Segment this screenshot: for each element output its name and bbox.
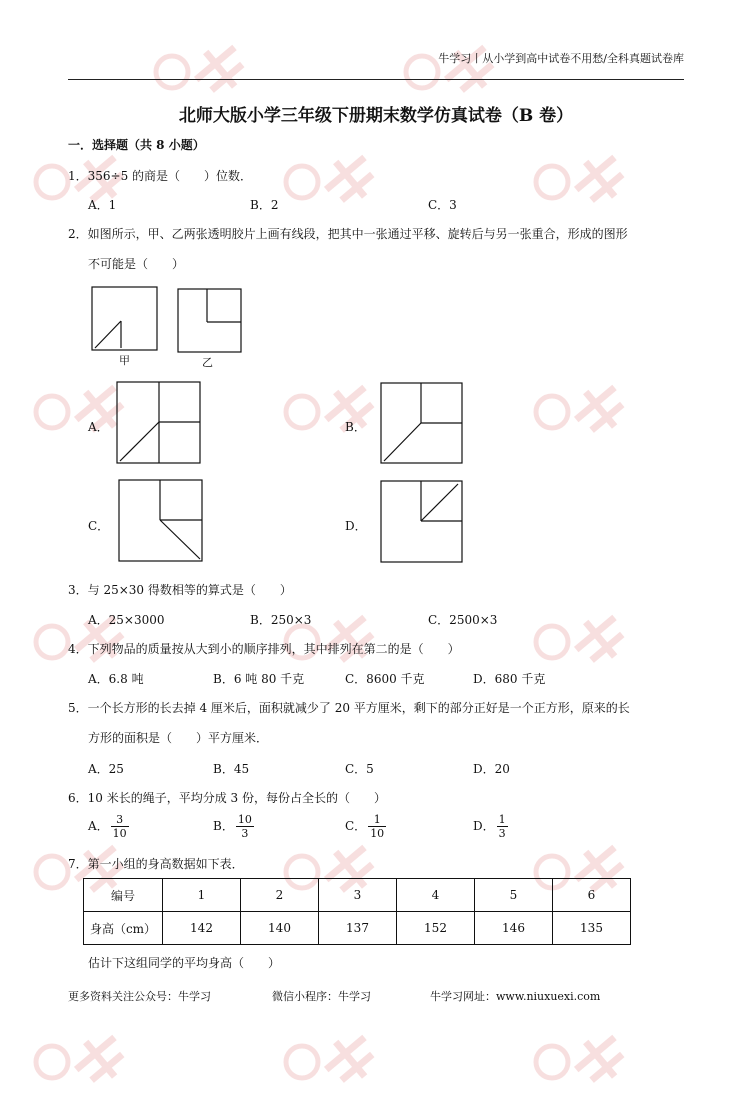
q3-option-b: B．250×3 <box>250 613 312 627</box>
q5-option-b: B．45 <box>213 762 250 776</box>
q6-option-b <box>213 813 254 840</box>
section-heading: 一．选择题（共 8 小题） <box>68 138 205 152</box>
q2-figure-a <box>116 381 202 465</box>
q6-option-b-label: B． <box>213 819 234 833</box>
q4-option-a: A．6.8 吨 <box>88 672 144 686</box>
q5-text-line1: 5．一个长方形的长去掉 4 厘米后，面积就减少了 20 平方厘米，剩下的部分正好是一个正方形，原来的长 <box>68 701 630 715</box>
q6-option-d-num: 1 <box>498 813 506 826</box>
label-jia: 甲 <box>119 354 130 367</box>
q6-option-a-den: 10 <box>112 827 127 840</box>
table-cell: 6 <box>553 879 631 912</box>
table-cell: 2 <box>241 879 319 912</box>
q6-option-c-label: C． <box>345 819 367 833</box>
figure-yi <box>177 288 243 354</box>
watermark-logo-icon <box>30 1010 160 1120</box>
q2-option-b: B． <box>345 420 366 434</box>
figure-jia <box>91 286 159 352</box>
q2-text-line2: 不可能是（ ） <box>88 257 185 271</box>
q1-text: 1．356÷5 的商是（ ）位数． <box>68 169 253 183</box>
table-row <box>84 879 631 912</box>
watermark-logo-icon <box>530 130 660 240</box>
table-head-id: 编号 <box>84 879 163 912</box>
table-cell: 135 <box>553 912 631 945</box>
q6-option-a <box>88 813 129 840</box>
watermark-logo-icon <box>280 130 410 240</box>
q4-option-c: C．8600 千克 <box>345 672 425 686</box>
q2-option-d: D． <box>345 519 367 533</box>
q6-option-c <box>345 813 386 840</box>
q1-option-c: C．3 <box>428 198 457 212</box>
q2-option-a: A． <box>88 420 109 434</box>
watermark-logo-icon <box>530 1010 660 1120</box>
footer-middle: 微信小程序：牛学习 <box>272 990 371 1003</box>
table-row <box>84 912 631 945</box>
q6-option-c-den: 10 <box>370 827 385 840</box>
table-cell: 5 <box>475 879 553 912</box>
table-cell: 146 <box>475 912 553 945</box>
table-cell: 152 <box>397 912 475 945</box>
q5-option-a: A．25 <box>88 762 124 776</box>
q1-option-b: B．2 <box>250 198 279 212</box>
q1-option-a: A．1 <box>88 198 117 212</box>
q2-option-c: C． <box>88 519 110 533</box>
q5-option-d: D．20 <box>473 762 510 776</box>
q7-question: 估计下这组同学的平均身高（ ） <box>88 956 281 970</box>
footer-right: 牛学习网址：www.niuxuexi.com <box>430 990 601 1003</box>
q6-option-c-num: 1 <box>368 813 386 827</box>
q6-option-b-num: 10 <box>237 813 252 826</box>
footer-left: 更多资料关注公众号：牛学习 <box>68 990 211 1003</box>
q2-text-line1: 2．如图所示，甲、乙两张透明胶片上画有线段，把其中一张通过平移、旋转后与另一张重合，形成的图形 <box>68 227 628 241</box>
q4-text: 4．下列物品的质量按从大到小的顺序排列，其中排列在第二的是（ ） <box>68 642 460 656</box>
q6-option-a-label: A． <box>88 819 109 833</box>
page-title: 北师大版小学三年级下册期末数学仿真试卷（B 卷） <box>178 106 574 126</box>
q6-option-b-den: 3 <box>241 827 249 840</box>
q5-option-c: C．5 <box>345 762 374 776</box>
table-cell: 4 <box>397 879 475 912</box>
table-cell: 1 <box>163 879 241 912</box>
table-cell: 137 <box>319 912 397 945</box>
watermark-logo-icon <box>280 1010 410 1120</box>
watermark-logo-icon <box>530 360 660 470</box>
q6-text: 6．10 米长的绳子，平均分成 3 份，每份占全长的（ ） <box>68 791 386 805</box>
q4-option-d: D．680 千克 <box>473 672 546 686</box>
label-yi: 乙 <box>202 356 213 369</box>
q2-figure-d <box>380 480 464 564</box>
q6-option-d-label: D． <box>473 819 495 833</box>
table-cell: 3 <box>319 879 397 912</box>
table-cell: 142 <box>163 912 241 945</box>
q2-figure-c <box>118 479 204 563</box>
q7-text: 7．第一小组的身高数据如下表． <box>68 857 244 871</box>
q3-option-c: C．2500×3 <box>428 613 498 627</box>
q3-text: 3．与 25×30 得数相等的算式是（ ） <box>68 583 292 597</box>
q4-option-b: B．6 吨 80 千克 <box>213 672 305 686</box>
q6-option-d-den: 3 <box>498 827 506 840</box>
header-text: 牛学习丨从小学到高中试卷不用愁/全科真题试卷库 <box>438 52 684 65</box>
header-divider <box>68 79 684 80</box>
q5-text-line2: 方形的面积是（ ）平方厘米． <box>88 731 269 745</box>
q6-option-a-num: 3 <box>111 813 129 827</box>
q2-figure-b <box>380 382 464 465</box>
height-table <box>83 878 631 945</box>
q3-option-a: A．25×3000 <box>88 613 165 627</box>
table-cell: 140 <box>241 912 319 945</box>
watermark-logo-icon <box>530 590 660 700</box>
table-head-height: 身高（cm） <box>84 912 163 945</box>
q6-option-d <box>473 813 508 840</box>
